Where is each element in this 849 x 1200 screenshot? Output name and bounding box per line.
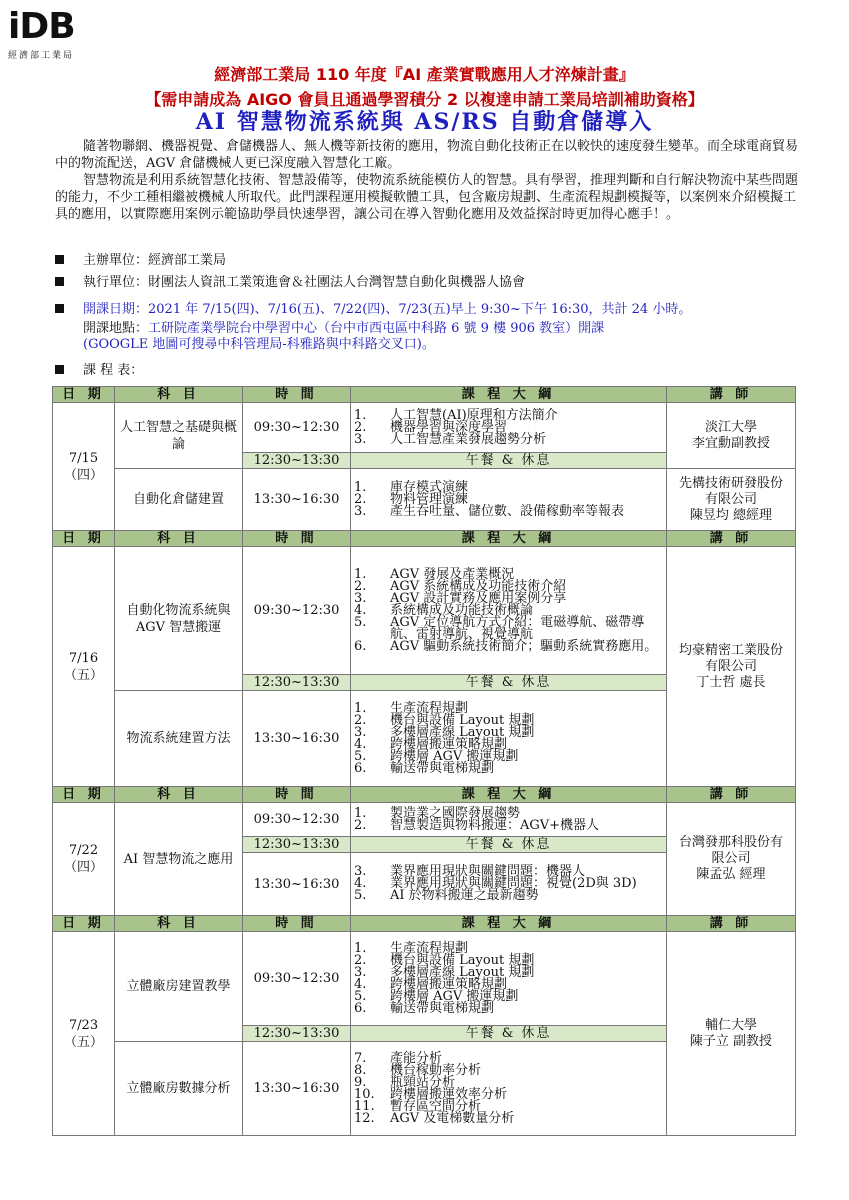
date-cell: 7/15 （四）	[53, 403, 115, 531]
outline-item	[354, 431, 663, 447]
venue-note: (GOOGLE 地圖可搜尋中科管理局-科雅路與中科路交叉口)。	[83, 337, 435, 352]
outline-item-text: 機台與設備 Layout 規劃	[390, 712, 535, 728]
table-row	[53, 932, 796, 1026]
outline-item-number: 1.	[354, 566, 367, 582]
outline-item-text: 跨樓層 AGV 搬運規劃	[390, 748, 519, 764]
header-subject: 科 目	[115, 787, 243, 803]
table-row	[53, 403, 796, 453]
table-header-row	[53, 531, 796, 547]
outline-item-number: 5.	[354, 748, 367, 764]
outline-item	[354, 638, 663, 654]
organizer-text: 主辦單位：經濟部工業局	[83, 253, 227, 268]
header-subject: 科 目	[115, 531, 243, 547]
outline-item-number: 1.	[354, 805, 367, 821]
outline-item-number: 2.	[354, 817, 367, 833]
course-introduction	[55, 138, 800, 223]
square-bullet-icon	[55, 277, 64, 286]
outline-cell	[351, 853, 667, 916]
square-bullet-icon	[55, 255, 64, 264]
outline-item-number: 10.	[354, 1086, 375, 1102]
outline-item-number: 3.	[354, 724, 367, 740]
subject-cell: 人工智慧之基礎與概論	[115, 403, 243, 469]
outline-item-number: 3.	[354, 864, 367, 879]
header-outline: 課 程 大 綱	[351, 531, 667, 547]
intro-paragraph-1: 隨著物聯網、機器視覺、倉儲機器人、無人機等新技術的應用，物流自動化技術正在以較快的速度發生變革。而全球電商貿易中的物流配送，AGV 倉儲機械人更已深度融入智慧化工廠。	[55, 139, 799, 171]
schedule-label: 課 程 表：	[83, 363, 144, 378]
time-cell: 09:30~12:30	[243, 403, 351, 453]
intro-paragraph-2: 智慧物流是利用系統智慧化技術、智慧設備等，使物流系統能模仿人的智慧。具有學習，推理判斷和自行解決物流中某些問題的能力，不少工種相繼被機械人所取代。此門課程運用模擬軟體工具，包含廠房規劃、生產流程規劃模擬等，以案例來介紹模擬工具的應用，以實際應用案例示範協助學員快速學習，讓公司在導入智動化應用及效益探討時更加得心應手！。	[55, 173, 799, 222]
outline-item-text: 生產流程規劃	[390, 700, 469, 716]
lunch-label-cell: 午餐 & 休息	[351, 675, 667, 691]
outline-item-text: 機台稼動率分析	[390, 1062, 482, 1078]
subject-cell: AI 智慧物流之應用	[115, 803, 243, 916]
teacher-cell: 台灣發那科股份有 限公司 陳孟弘 經理	[667, 803, 796, 916]
subject-cell: 立體廠房建置教學	[115, 932, 243, 1042]
outline-item-text: 產能分析	[390, 1050, 443, 1066]
lunch-time-cell: 12:30~13:30	[243, 1026, 351, 1042]
outline-item-number: 1.	[354, 407, 367, 423]
square-bullet-icon	[55, 365, 64, 374]
subject-cell: 立體廠房數據分析	[115, 1042, 243, 1136]
header-time: 時 間	[243, 916, 351, 932]
venue-row	[55, 321, 815, 353]
outline-item	[354, 503, 663, 519]
outline-item-number: 7.	[354, 1050, 367, 1066]
teacher-cell: 均豪精密工業股份 有限公司 丁士哲 處長	[667, 547, 796, 787]
subject-cell: 物流系統建置方法	[115, 691, 243, 787]
outline-item-number: 4.	[354, 876, 367, 891]
outline-item-number: 6.	[354, 760, 367, 776]
outline-item	[354, 817, 663, 833]
venue-text: 工研院產業學院台中學習中心（台中市西屯區中科路 6 號 9 樓 906 教室）開課	[148, 321, 605, 336]
header-date: 日 期	[53, 916, 115, 932]
outline-item-number: 5.	[354, 988, 367, 1004]
outline-item-number: 3.	[354, 503, 367, 519]
square-bullet-icon	[55, 304, 64, 313]
lunch-label-cell: 午餐 & 休息	[351, 1026, 667, 1042]
header-time: 時 間	[243, 387, 351, 403]
subject-cell: 自動化倉儲建置	[115, 469, 243, 531]
table-row	[53, 469, 796, 531]
outline-item-number: 6.	[354, 638, 367, 654]
outline-item-text: 系統構成及功能技術概論	[390, 602, 534, 618]
outline-cell	[351, 403, 667, 453]
outline-item-text: 機器學習與深度學習	[390, 419, 508, 435]
outline-item-text: AI 於物料搬運之最新趨勢	[390, 888, 539, 903]
outline-item-text: 智慧製造與物料搬運：AGV+機器人	[390, 817, 600, 833]
course-schedule-table	[52, 386, 796, 1136]
outline-item	[354, 1110, 663, 1126]
outline-item-text: 跨樓層 AGV 搬運規劃	[390, 988, 519, 1004]
lunch-time-cell: 12:30~13:30	[243, 453, 351, 469]
outline-item	[354, 1000, 663, 1016]
outline-item-number: 5.	[354, 614, 367, 630]
lunch-time-cell: 12:30~13:30	[243, 675, 351, 691]
outline-cell	[351, 803, 667, 837]
outline-item-text: AGV 定位導航方式介紹：電磁導航、磁帶導航、雷射導航、視覺導航	[390, 614, 645, 642]
header-outline: 課 程 大 綱	[351, 787, 667, 803]
outline-item-number: 9.	[354, 1074, 367, 1090]
executor-text: 執行單位：財團法人資訊工業策進會＆社團法人台灣智慧自動化與機器人協會	[83, 275, 526, 290]
venue-label: 開課地點：	[83, 321, 149, 336]
outline-item-number: 2.	[354, 491, 367, 507]
date-cell: 7/23 （五）	[53, 932, 115, 1136]
header-teacher: 講 師	[667, 787, 796, 803]
outline-item	[354, 890, 663, 902]
organizer-row	[55, 253, 815, 269]
outline-item-number: 4.	[354, 736, 367, 752]
table-row	[53, 803, 796, 837]
schedule-label-row	[55, 363, 815, 379]
outline-item-text: 多樓層產線 Layout 規劃	[390, 724, 535, 740]
header-time: 時 間	[243, 787, 351, 803]
outline-item-text: 機台與設備 Layout 規劃	[390, 952, 535, 968]
outline-item-number: 3.	[354, 964, 367, 980]
outline-cell	[351, 469, 667, 531]
executor-row	[55, 275, 815, 291]
time-cell: 09:30~12:30	[243, 547, 351, 675]
outline-cell	[351, 691, 667, 787]
header-time: 時 間	[243, 531, 351, 547]
logo-subtitle: 經濟部工業局	[8, 51, 75, 61]
outline-item-number: 5.	[354, 888, 367, 903]
time-cell: 13:30~16:30	[243, 853, 351, 916]
subject-cell: 自動化物流系統與 AGV 智慧搬運	[115, 547, 243, 691]
outline-item-text: 生產流程規劃	[390, 940, 469, 956]
outline-item-number: 2.	[354, 578, 367, 594]
outline-item-text: AGV 設計實務及應用案例分享	[390, 590, 567, 606]
outline-item-text: 人工智慧(AI)原理和方法簡介	[390, 407, 558, 423]
header-subject: 科 目	[115, 387, 243, 403]
header-date: 日 期	[53, 387, 115, 403]
time-cell: 13:30~16:30	[243, 469, 351, 531]
outline-item-number: 2.	[354, 952, 367, 968]
table-header-row	[53, 387, 796, 403]
outline-item-text: 物料管理演練	[390, 491, 469, 507]
lunch-time-cell: 12:30~13:30	[243, 837, 351, 853]
header-teacher: 講 師	[667, 531, 796, 547]
date-cell: 7/16 （五）	[53, 547, 115, 787]
header-outline: 課 程 大 綱	[351, 387, 667, 403]
lunch-label-cell: 午餐 & 休息	[351, 837, 667, 853]
schedule-date-row	[55, 302, 815, 318]
outline-item-text: 跨樓層搬運策略規劃	[390, 736, 508, 752]
table-header-row	[53, 916, 796, 932]
outline-item-number: 12.	[354, 1110, 375, 1126]
outline-item-number: 1.	[354, 479, 367, 495]
header-outline: 課 程 大 綱	[351, 916, 667, 932]
outline-item-number: 1.	[354, 940, 367, 956]
teacher-cell: 輔仁大學 陳子立 副教授	[667, 932, 796, 1136]
lunch-label-cell: 午餐 & 休息	[351, 453, 667, 469]
outline-item-text: 輸送帶與電梯規劃	[390, 760, 495, 776]
header-subject: 科 目	[115, 916, 243, 932]
logo-mark: iDB	[8, 6, 75, 47]
outline-item-text: 產生吞吐量、儲位數、設備稼動率等報表	[390, 503, 625, 519]
header-teacher: 講 師	[667, 387, 796, 403]
teacher-cell: 淡江大學 李宜勳副教授	[667, 403, 796, 469]
outline-item-text: 跨樓層搬運效率分析	[390, 1086, 508, 1102]
header-teacher: 講 師	[667, 916, 796, 932]
eligibility-note: 【需申請成為 AIGO 會員且通過學習積分 2 以複達申請工業局培訓補助資格】	[145, 90, 704, 109]
outline-item-text: 多樓層產線 Layout 規劃	[390, 964, 535, 980]
time-cell: 13:30~16:30	[243, 691, 351, 787]
outline-item-number: 6.	[354, 1000, 367, 1016]
outline-item-text: 暫存區空間分析	[390, 1098, 482, 1114]
outline-item-number: 8.	[354, 1062, 367, 1078]
outline-cell	[351, 932, 667, 1026]
idb-logo	[8, 8, 100, 61]
outline-item-number: 2.	[354, 419, 367, 435]
outline-cell	[351, 1042, 667, 1136]
table-header-row	[53, 787, 796, 803]
date-cell: 7/22 （四）	[53, 803, 115, 916]
outline-item-number: 3.	[354, 431, 367, 447]
outline-item-text: 人工智慧產業發展趨勢分析	[390, 431, 547, 447]
outline-item-text: AGV 驅動系統技術簡介；驅動系統實務應用。	[390, 638, 658, 654]
time-cell: 09:30~12:30	[243, 932, 351, 1026]
outline-item-text: 輸送帶與電梯規劃	[390, 1000, 495, 1016]
program-title: 經濟部工業局 110 年度『AI 產業實戰應用人才淬煉計畫』	[214, 65, 635, 84]
outline-item-number: 3.	[354, 590, 367, 606]
header-date: 日 期	[53, 531, 115, 547]
outline-item-text: 業界應用現狀與關鍵問題：機器人	[390, 864, 586, 879]
outline-item-text: 庫存模式演練	[390, 479, 469, 495]
outline-cell	[351, 547, 667, 675]
outline-item-text: 瓶頸站分析	[390, 1074, 456, 1090]
time-cell: 09:30~12:30	[243, 803, 351, 837]
outline-item-number: 11.	[354, 1098, 375, 1114]
course-title: AI 智慧物流系統與 AS/RS 自動倉儲導入	[195, 109, 654, 135]
outline-item-text: 跨樓層搬運策略規劃	[390, 976, 508, 992]
outline-item-text: 製造業之國際發展趨勢	[390, 805, 521, 821]
teacher-cell: 先構技術研發股份 有限公司 陳昱均 總經理	[667, 469, 796, 531]
outline-item-text: AGV 及電梯數量分析	[390, 1110, 515, 1126]
outline-item-text: 業界應用現狀與關鍵問題：視覺(2D與 3D)	[390, 876, 637, 891]
header-date: 日 期	[53, 787, 115, 803]
outline-item-number: 4.	[354, 976, 367, 992]
outline-item-text: AGV 發展及產業概況	[390, 566, 515, 582]
outline-item-number: 1.	[354, 700, 367, 716]
outline-item-text: AGV 系統構成及功能技術介紹	[390, 578, 567, 594]
outline-item-number: 4.	[354, 602, 367, 618]
schedule-date-text: 開課日期：2021 年 7/15(四)、7/16(五)、7/22(四)、7/23(五)早上 9:30~下午 16:30，共計 24 小時。	[83, 302, 692, 317]
outline-item	[354, 760, 663, 776]
outline-item-number: 2.	[354, 712, 367, 728]
time-cell: 13:30~16:30	[243, 1042, 351, 1136]
table-row	[53, 547, 796, 675]
outline-item	[354, 614, 663, 642]
